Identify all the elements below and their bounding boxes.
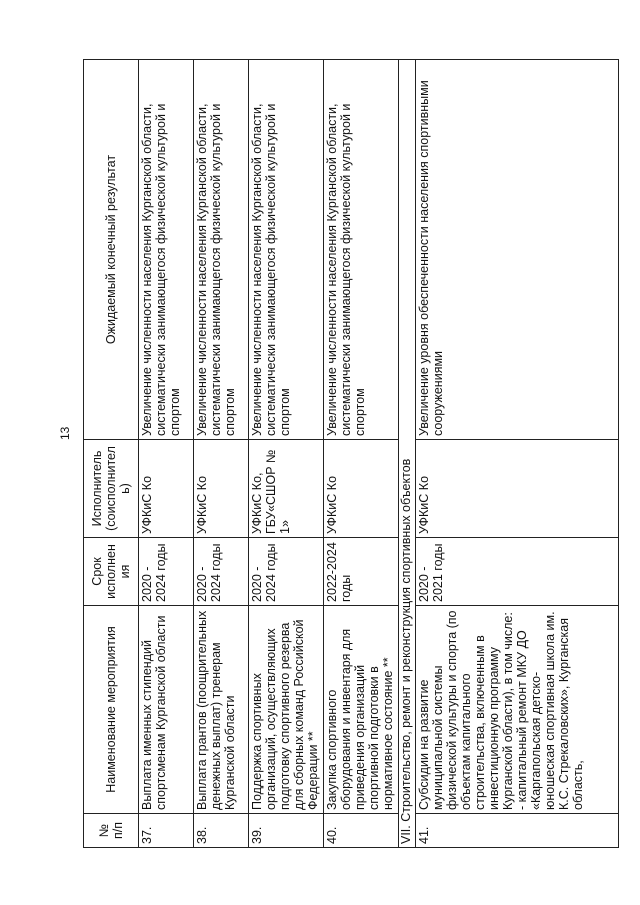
row-executor: УФКиС Ко — [416, 440, 619, 538]
header-term: Срок исполнения — [84, 538, 139, 606]
section-row — [399, 60, 416, 848]
row-executor: УФКиС Ко — [324, 440, 399, 538]
row-term: 2022-2024 годы — [324, 538, 399, 606]
row-name: Выплата грантов (поощрительных денежных выплат) тренерам Курганской области — [194, 606, 249, 814]
row-executor: УФКиС Ко — [139, 440, 194, 538]
row-result: Увеличение численности населения Курганской области, систематически занимающегося физической культурой и спортом — [139, 60, 194, 440]
table-row — [194, 60, 249, 848]
table-row — [416, 60, 619, 848]
header-executor: Исполнитель (соисполнитель) — [84, 440, 139, 538]
row-executor: УФКиС Ко, ГБУ«СШОР № 1» — [249, 440, 324, 538]
row-result: Увеличение уровня обеспеченности населения спортивными сооружениями — [416, 60, 619, 440]
row-name: Выплата именных стипендий спортсменам Курганской области — [139, 606, 194, 814]
table-row — [324, 60, 399, 848]
header-num: № п/п — [84, 814, 139, 848]
table-row — [139, 60, 194, 848]
row-result: Увеличение численности населения Курганской области, систематически занимающегося физической культурой и спортом — [194, 60, 249, 440]
row-name: Субсидии на развитие муниципальной системы физической культуры и спорта (по объектам капитального строительства, включенным в инвестиционную программу Курганской области), в том числе: - капитальный ремонт МКУ ДО «Каргапольская детско-юношеская спортивная школа им. К.С. Стрекаловских», Курганская область, — [416, 606, 619, 814]
header-name: Наименование мероприятия — [84, 606, 139, 814]
row-term: 2020 - 2024 годы — [194, 538, 249, 606]
section-title: VII. Строительство, ремонт и реконструкция спортивных объектов — [399, 60, 416, 848]
row-num: 37. — [139, 814, 194, 848]
header-result: Ожидаемый конечный результат — [84, 60, 139, 440]
table-row — [249, 60, 324, 848]
activities-table — [83, 59, 619, 848]
row-name: Поддержка спортивных организаций, осуществляющих подготовку спортивного резерва для сборных команд Российской Федерации ** — [249, 606, 324, 814]
row-term: 2020 - 2024 годы — [249, 538, 324, 606]
page-number: 13 — [58, 426, 72, 440]
row-executor: УФКиС Ко — [194, 440, 249, 538]
row-result: Увеличение численности населения Курганской области, систематически занимающегося физической культурой и спортом — [249, 60, 324, 440]
row-num: 40. — [324, 814, 399, 848]
row-num: 39. — [249, 814, 324, 848]
row-result: Увеличение численности населения Курганской области, систематически занимающегося физической культурой и спортом — [324, 60, 399, 440]
row-name: Закупка спортивного оборудования и инвентаря для приведения организаций спортивной подготовки в нормативное состояние ** — [324, 606, 399, 814]
rotated-table-wrapper — [83, 60, 593, 848]
row-term: 2020 - 2024 годы — [139, 538, 194, 606]
row-term: 2020 - 2021 годы — [416, 538, 619, 606]
row-num: 38. — [194, 814, 249, 848]
table-header-row — [84, 60, 139, 848]
row-num: 41. — [416, 814, 619, 848]
